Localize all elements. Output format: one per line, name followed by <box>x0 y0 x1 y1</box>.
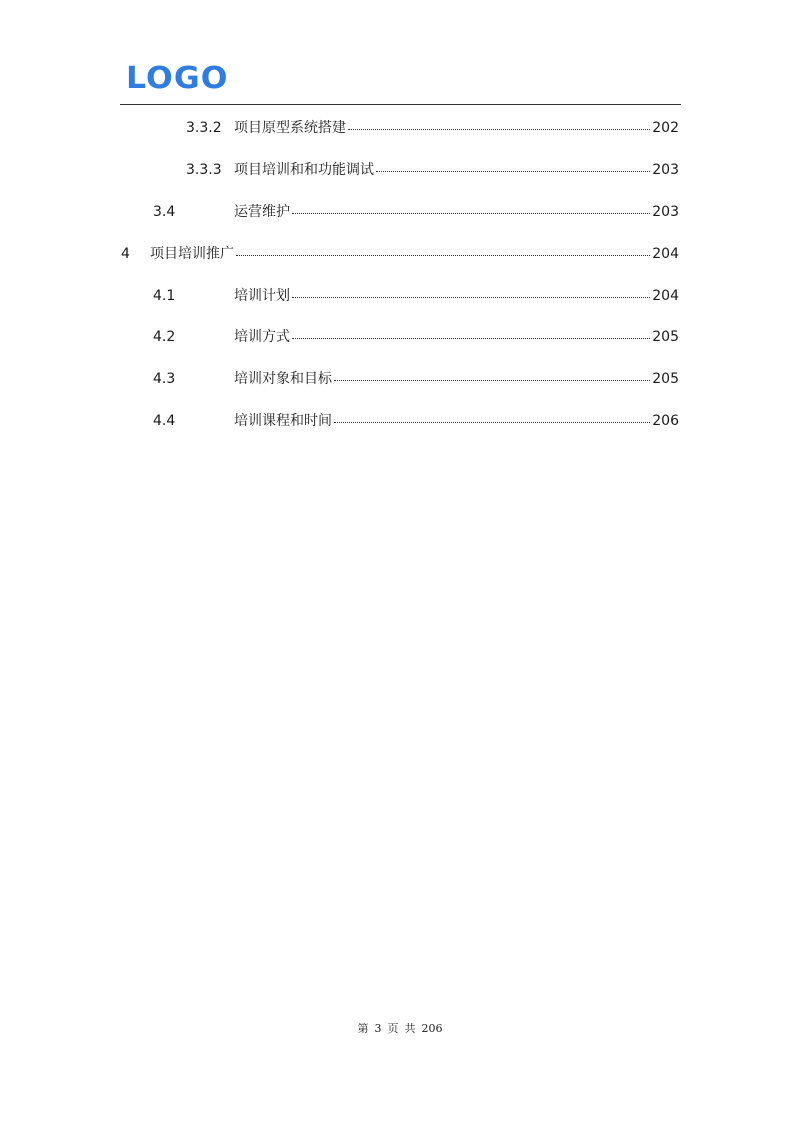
toc-entry[interactable] <box>186 159 679 181</box>
toc-entry-number: 4 <box>121 246 130 262</box>
toc-leader-dots <box>334 380 650 381</box>
toc-entry-number: 4.4 <box>153 413 176 429</box>
toc-entry-page: 203 <box>652 204 679 220</box>
toc-entry-number: 4.1 <box>153 288 176 304</box>
toc-entry-title: 项目原型系统搭建 <box>234 120 346 136</box>
toc-leader-dots <box>376 171 650 172</box>
toc-entry-title: 运营维护 <box>234 204 290 220</box>
toc-entry[interactable] <box>121 243 679 265</box>
toc-entry[interactable] <box>153 285 679 307</box>
toc-leader-dots <box>348 129 650 130</box>
toc-entry-page: 206 <box>652 413 679 429</box>
logo: LOGO <box>126 61 229 96</box>
toc-entry-number: 4.3 <box>153 371 176 387</box>
footer-prefix: 第 <box>357 1022 369 1035</box>
footer-current-page: 3 <box>374 1022 382 1035</box>
toc-leader-dots <box>236 255 650 256</box>
toc-entry-page: 205 <box>652 371 679 387</box>
toc-leader-dots <box>334 422 650 423</box>
toc-leader-dots <box>292 213 650 214</box>
page-footer <box>0 1020 800 1036</box>
footer-page-word: 页 <box>387 1022 399 1035</box>
toc-entry-page: 205 <box>652 329 679 345</box>
toc-entry-number: 3.3.3 <box>186 162 222 178</box>
footer-total-pages: 206 <box>421 1022 443 1035</box>
toc-entry-page: 202 <box>652 120 679 136</box>
toc-entry-title: 项目培训推广 <box>150 246 234 262</box>
toc-entry-title: 项目培训和和功能调试 <box>234 162 374 178</box>
toc-leader-dots <box>292 297 650 298</box>
toc-entry-title: 培训对象和目标 <box>234 371 332 387</box>
toc-entry-number: 4.2 <box>153 329 176 345</box>
toc-entry-page: 204 <box>652 246 679 262</box>
toc-entry[interactable] <box>153 368 679 390</box>
toc-entry-page: 203 <box>652 162 679 178</box>
header-divider <box>120 104 681 105</box>
toc-entry-page: 204 <box>652 288 679 304</box>
toc-entry[interactable] <box>186 117 679 139</box>
toc-entry-title: 培训计划 <box>234 288 290 304</box>
toc-leader-dots <box>292 338 650 339</box>
page-header <box>120 60 681 106</box>
toc-entry-number: 3.4 <box>153 204 176 220</box>
footer-total-word: 共 <box>404 1022 416 1035</box>
toc-entry-number: 3.3.2 <box>186 120 222 136</box>
toc-entry[interactable] <box>153 201 679 223</box>
toc-entry-title: 培训课程和时间 <box>234 413 332 429</box>
toc-entry[interactable] <box>153 326 679 348</box>
toc-entry-title: 培训方式 <box>234 329 290 345</box>
toc-entry[interactable] <box>153 410 679 432</box>
